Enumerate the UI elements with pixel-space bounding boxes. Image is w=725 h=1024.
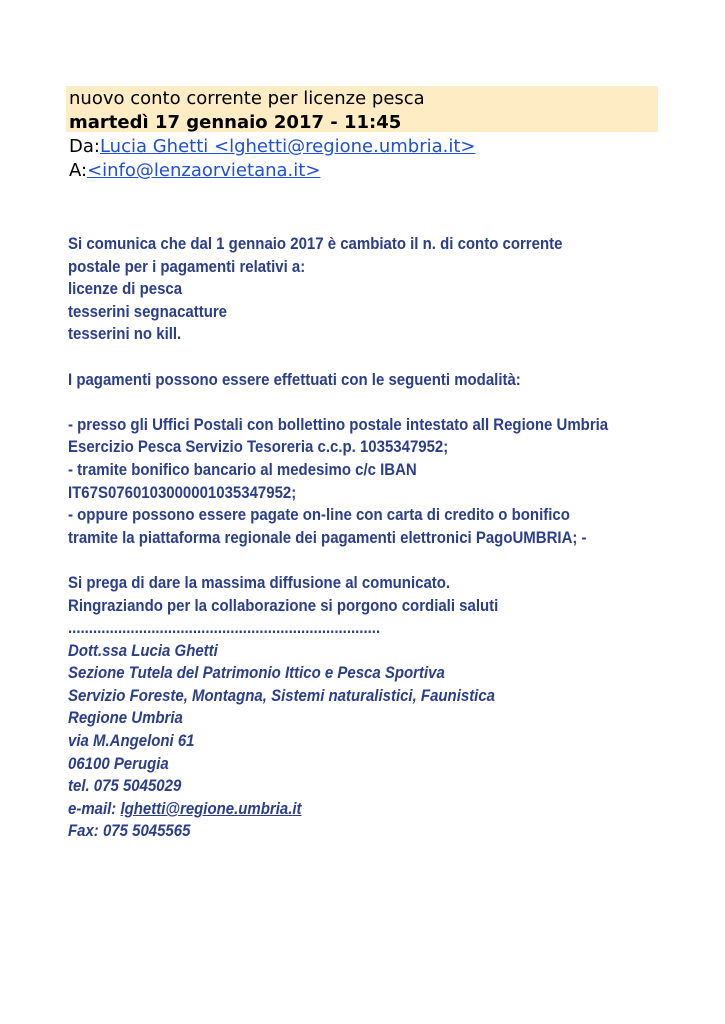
payment-option-transfer-1: - tramite bonifico bancario al medesimo c/c IBAN bbox=[68, 460, 417, 479]
signature-email-line bbox=[68, 798, 638, 821]
closing-line-2: Ringraziando per la collaborazione si porgono cordiali saluti bbox=[68, 596, 499, 615]
signature-separator: ........................................................................... bbox=[68, 619, 381, 638]
email-body bbox=[68, 233, 638, 843]
email-from-line bbox=[69, 135, 476, 159]
signature-city: 06100 Perugia bbox=[68, 754, 169, 773]
email-date: martedì 17 gennaio 2017 - 11:45 bbox=[69, 112, 402, 133]
from-email-link[interactable]: Lucia Ghetti <lghetti@regione.umbria.it> bbox=[99, 136, 476, 157]
payment-option-postal-2: Esercizio Pesca Servizio Tesoreria c.c.p. 1035347952; bbox=[68, 438, 449, 457]
signature-name: Dott.ssa Lucia Ghetti bbox=[68, 641, 218, 660]
to-email-link[interactable]: <info@lenzaorvietana.it> bbox=[87, 160, 321, 181]
email-subject: nuovo conto corrente per licenze pesca bbox=[69, 88, 425, 109]
signature-fax: Fax: 075 5045565 bbox=[68, 822, 191, 841]
signature-email-label: e-mail: bbox=[68, 799, 121, 818]
list-item-segnacatture: tesserini segnacatture bbox=[68, 302, 228, 321]
signature-region: Regione Umbria bbox=[68, 709, 183, 728]
signature-service: Servizio Foreste, Montagna, Sistemi naturalistici, Faunistica bbox=[68, 686, 496, 705]
spacer bbox=[68, 549, 638, 572]
signature-block bbox=[68, 640, 638, 843]
signature-tel: tel. 075 5045029 bbox=[68, 777, 182, 796]
list-item-licenze: licenze di pesca bbox=[68, 280, 183, 299]
spacer bbox=[68, 391, 638, 414]
payment-option-online-1: - oppure possono essere pagate on-line con carta di credito o bonifico bbox=[68, 506, 570, 525]
intro-line-2: postale per i pagamenti relativi a: bbox=[68, 257, 306, 276]
intro-line-1: Si comunica che dal 1 gennaio 2017 è cambiato il n. di conto corrente bbox=[68, 235, 563, 253]
email-to-line bbox=[69, 159, 320, 183]
from-label: Da: bbox=[69, 136, 100, 157]
payments-heading: I pagamenti possono essere effettuati con le seguenti modalità: bbox=[68, 370, 521, 389]
signature-section: Sezione Tutela del Patrimonio Ittico e Pesca Sportiva bbox=[68, 664, 445, 683]
closing-line-1: Si prega di dare la massima diffusione al comunicato. bbox=[68, 573, 451, 592]
list-item-no-kill: tesserini no kill. bbox=[68, 325, 182, 344]
spacer bbox=[68, 346, 638, 369]
payment-option-online-2: tramite la piattaforma regionale dei pagamenti elettronici PagoUMBRIA; - bbox=[68, 528, 587, 547]
signature-email-link[interactable]: lghetti@regione.umbria.it bbox=[120, 799, 302, 818]
to-label: A: bbox=[69, 160, 88, 181]
payment-option-transfer-2: IT67S0760103000001035347952; bbox=[68, 483, 297, 502]
payment-option-postal-1: - presso gli Uffici Postali con bollettino postale intestato all Regione Umbria bbox=[68, 415, 609, 434]
signature-street: via M.Angeloni 61 bbox=[68, 732, 195, 751]
